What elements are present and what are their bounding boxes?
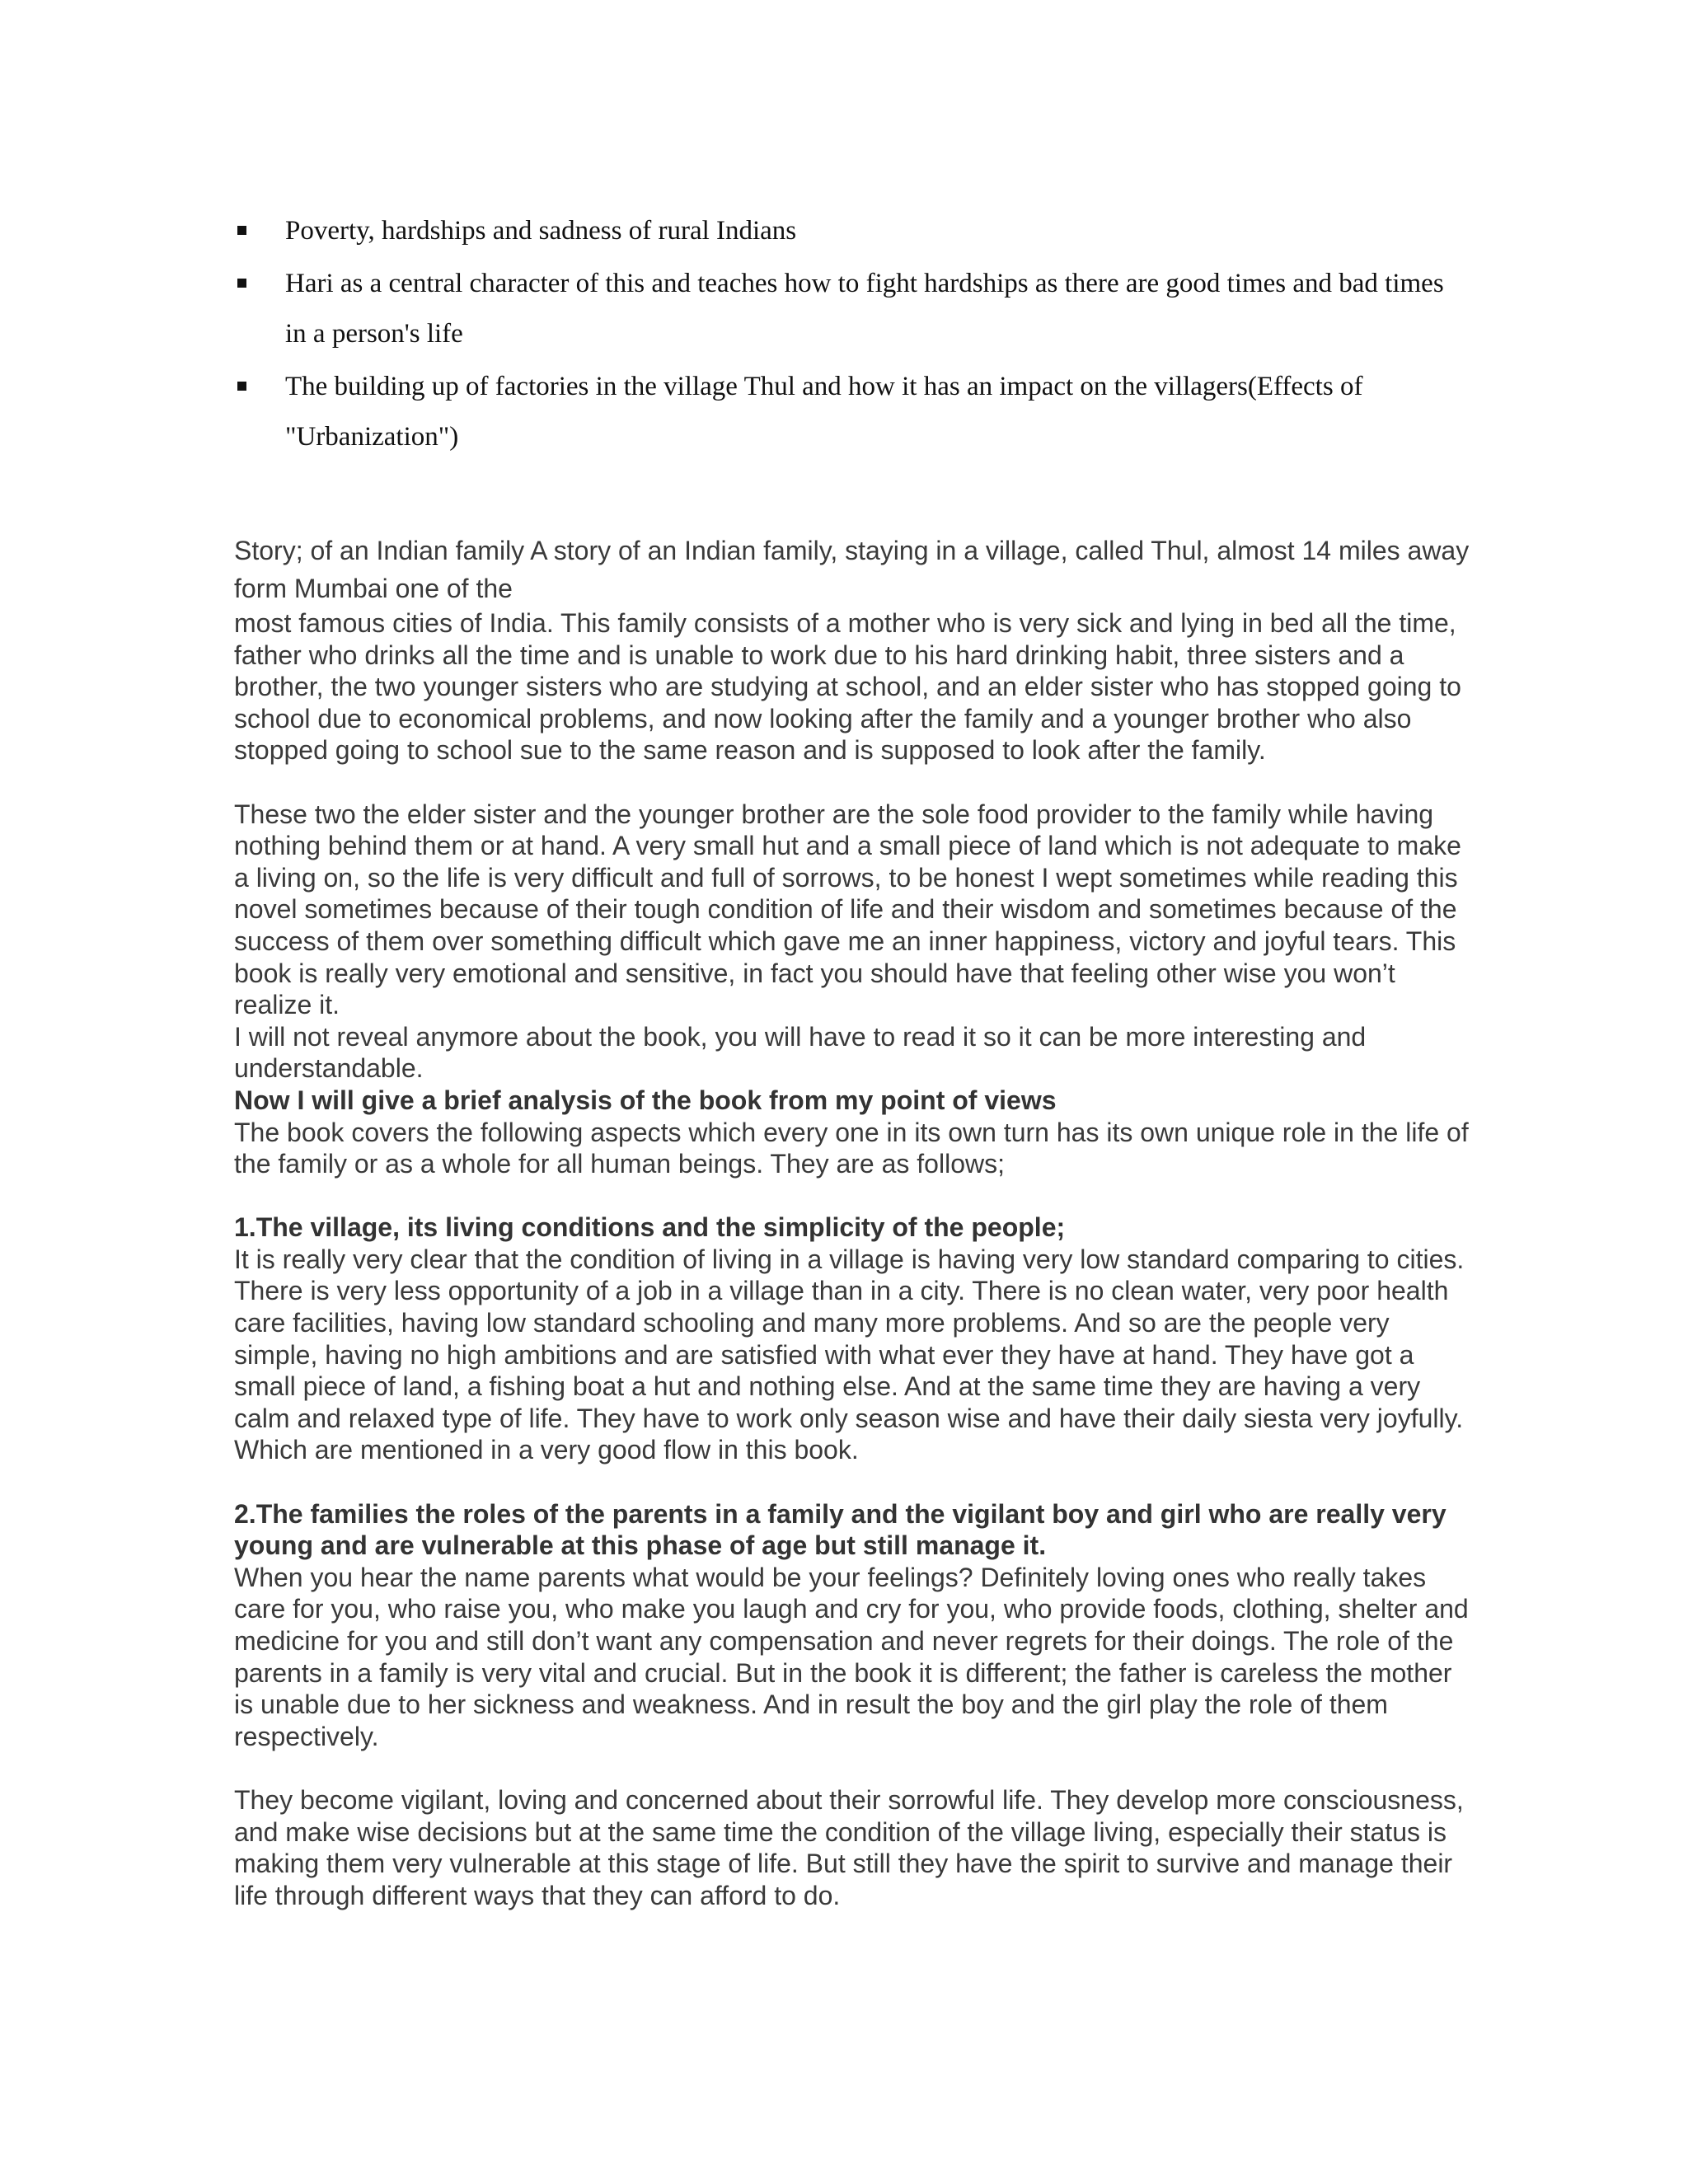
list-item — [234, 362, 1470, 462]
story-paragraph-3: I will not reveal anymore about the book, you will have to read it so it can be more interesting and understandable. — [234, 1021, 1367, 1084]
bullet-list — [234, 206, 1470, 465]
section-2-text: When you hear the name parents what would be your feelings? Definitely loving ones who really takes care for you, who raise you, who make you laugh and cry for you, who provide foods, clothing, shelter and medicine for you and still don’t want any compensation and never regrets for their doings. The role of the parents in a family is very vital and crucial. But in the book it is different; the father is careless the mother is unable due to her sickness and weakness. And in result the boy and the girl play the role of them respectively. — [234, 1562, 1469, 1751]
list-item — [234, 259, 1470, 359]
square-bullet-icon — [237, 382, 246, 391]
section-2-heading: 2.The families the roles of the parents in a family and the vigilant boy and girl who are really very young and are vulnerable at this phase of age but still manage it. — [234, 1498, 1447, 1561]
story-paragraph-2: These two the elder sister and the younger brother are the sole food provider to the family while having nothing behind them or at hand. A very small hut and a small piece of land which is not adequate to make a living on, so the life is very difficult and full of sorrows, to be honest I wept sometimes while reading this novel sometimes because of their tough condition of life and their wisdom and sometimes because of the success of them over something difficult which gave me an inner happiness, victory and joyful tears. This book is really very emotional and sensitive, in fact you should have that feeling other wise you won’t realize it. — [234, 799, 1461, 1020]
story-intro-first-line: Story; of an Indian family A story of an Indian family, staying in a village, called Thul, almost 14 miles away form Mumbai one of the — [234, 536, 1470, 603]
bullet-text: Poverty, hardships and sadness of rural Indians — [285, 216, 797, 246]
square-bullet-icon — [237, 279, 246, 288]
paragraph-gap — [234, 1466, 1470, 1498]
body-text — [234, 532, 1470, 1911]
analysis-intro: The book covers the following aspects which every one in its own turn has its own unique role in the life of the family or as a whole for all human beings. They are as follows; — [234, 1117, 1469, 1179]
list-item — [234, 206, 1470, 256]
story-intro-paragraph: most famous cities of India. This family consists of a mother who is very sick and lying in bed all the time, father who drinks all the time and is unable to work due to his hard drinking habit, three sisters and a brother, the two younger sisters who are studying at school, and an elder sister who has stopped going to school due to economical problems, and now looking after the family and a younger brother who also stopped going to school sue to the same reason and is supposed to look after the family. — [234, 608, 1461, 766]
section-1-heading: 1.The village, its living conditions and the simplicity of the people; — [234, 1212, 1066, 1243]
bullet-text: Hari as a central character of this and teaches how to fight hardships as there are good times and bad times in a person's life — [285, 269, 1444, 349]
analysis-heading: Now I will give a brief analysis of the book from my point of views — [234, 1085, 1057, 1115]
square-bullet-icon — [237, 226, 246, 235]
section-2-text-continued: They become vigilant, loving and concerned about their sorrowful life. They develop more consciousness, and make wise decisions but at the same time the condition of the village living, especially their status is making them very vulnerable at this stage of life. But still they have the spirit to survive and manage their life through different ways that they can afford to do. — [234, 1784, 1464, 1910]
paragraph-gap — [234, 1180, 1470, 1212]
paragraph-gap — [234, 1752, 1470, 1784]
bullet-text: The building up of factories in the village Thul and how it has an impact on the villagers(Effects of "Urbanization") — [285, 372, 1363, 452]
section-1-text: It is really very clear that the condition of living in a village is having very low standard comparing to cities. There is very less opportunity of a job in a village than in a city. There is no clean water, very poor health care facilities, having low standard schooling and many more problems. And so are the people very simple, having no high ambitions and are satisfied with what ever they have at hand. They have got a small piece of land, a fishing boat a hut and nothing else. And at the same time they are having a very calm and relaxed type of life. They have to work only season wise and have their daily siesta very joyfully. Which are mentioned in a very good flow in this book. — [234, 1244, 1465, 1465]
paragraph-gap — [234, 766, 1470, 799]
